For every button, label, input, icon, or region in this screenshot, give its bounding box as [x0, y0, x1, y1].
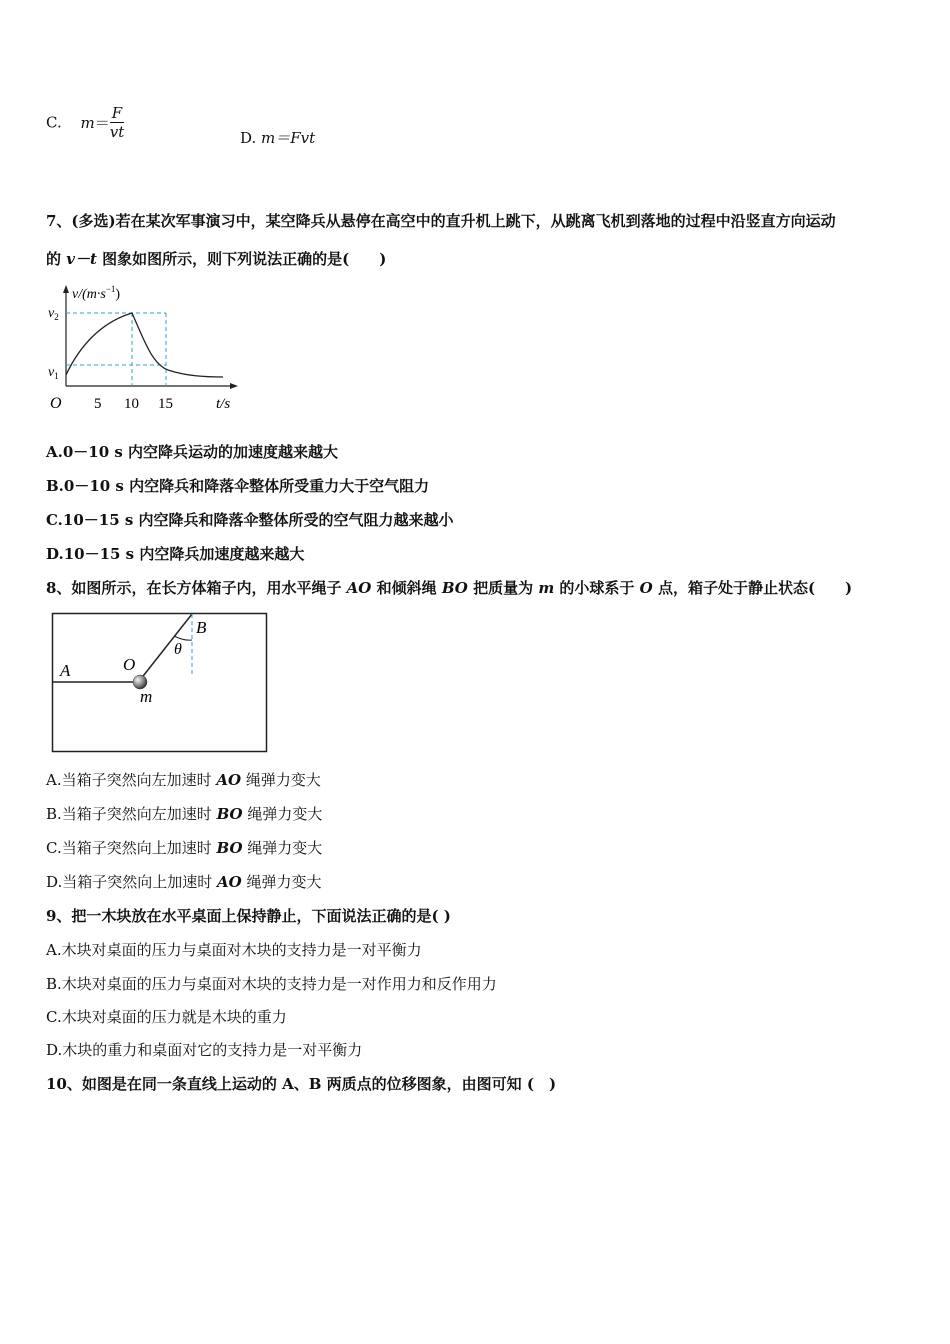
q7-y-arrow — [63, 285, 69, 293]
q8-stem-o: O — [639, 579, 653, 597]
q8-stem-ao: AO — [346, 579, 372, 597]
q7-v1-sub: 1 — [54, 371, 59, 381]
q8-option-a-text: A.当箱子突然向左加速时 — [46, 771, 217, 789]
q8-option-a — [46, 769, 321, 790]
q6-option-c-numerator: F — [110, 104, 125, 123]
q6-option-c-label: C. — [46, 113, 62, 132]
q8-option-a-end: 绳弹力变大 — [241, 771, 321, 789]
q7-v2-sub: 2 — [54, 312, 59, 322]
q8-label-m: m — [140, 687, 153, 706]
q8-option-d-end: 绳弹力变大 — [241, 873, 322, 891]
q7-tick-15: 15 — [158, 396, 173, 412]
q9-option-c: C.木块对桌面的压力就是木块的重力 — [46, 1008, 287, 1026]
q7-ylabel — [72, 284, 120, 302]
q7-ylabel-main: v/(m·s — [72, 287, 106, 302]
q7-vt-graph — [40, 280, 250, 415]
q7-vt-curve — [66, 313, 223, 377]
q7-stem-variable: v－t — [66, 250, 97, 268]
q8-option-b-rope: BO — [216, 805, 243, 823]
q7-ylabel-sup: −1 — [105, 284, 116, 294]
q7-tick-5: 5 — [94, 396, 102, 412]
q8-box-figure — [48, 610, 272, 756]
q8-option-c-rope: BO — [216, 839, 243, 857]
q9-option-b: B.木块对桌面的压力与桌面对木块的支持力是一对作用力和反作用力 — [46, 975, 497, 993]
q7-stem-line2 — [46, 248, 386, 269]
q7-v2-label — [48, 306, 59, 322]
q8-option-d-text: D.当箱子突然向上加速时 — [46, 873, 218, 891]
q6-option-d-label: D. — [240, 129, 257, 147]
q7-stem-line1: 7、(多选)若在某次军事演习中，某空降兵从悬停在高空中的直升机上跳下，从跳离飞机到落地的过程中沿竖直方向运动 — [46, 212, 836, 230]
q8-label-b: B — [196, 618, 207, 637]
q8-stem-text-1: 8、如图所示，在长方体箱子内，用水平绳子 — [46, 579, 347, 597]
q7-ylabel-close: ) — [115, 287, 121, 302]
q6-option-d — [240, 127, 315, 148]
q8-option-c-text: C.当箱子突然向上加速时 — [46, 839, 217, 857]
q8-stem-m: m — [538, 579, 555, 597]
q8-label-a: A — [60, 661, 71, 680]
q9-option-d: D.木块的重力和桌面对它的支持力是一对平衡力 — [46, 1041, 363, 1059]
q7-xlabel: t/s — [216, 396, 231, 412]
q7-x-arrow — [230, 383, 238, 389]
q7-tick-10: 10 — [124, 396, 139, 412]
q7-option-b: B.0－10 s 内空降兵和降落伞整体所受重力大于空气阻力 — [46, 477, 430, 495]
q9-option-a: A.木块对桌面的压力与桌面对木块的支持力是一对平衡力 — [46, 941, 422, 959]
q6-option-c-denominator: vt — [109, 123, 125, 141]
q8-label-theta: θ — [174, 641, 182, 658]
q8-option-b-text: B.当箱子突然向左加速时 — [46, 805, 217, 823]
q7-v1-label — [48, 365, 59, 381]
q8-option-d-rope: AO — [217, 873, 242, 891]
q6-option-c — [46, 104, 124, 141]
q7-stem-text: 的 — [46, 250, 67, 268]
q7-option-a: A.0－10 s 内空降兵运动的加速度越来越大 — [46, 443, 339, 461]
q8-stem-text-2: 和倾斜绳 — [371, 579, 442, 597]
q8-stem-text-5: 点，箱子处于静止状态( ) — [652, 579, 853, 597]
q7-v1-symbol: v — [48, 365, 55, 380]
q8-stem — [46, 577, 852, 598]
q8-option-d — [46, 871, 322, 892]
q8-stem-text-3: 把质量为 — [467, 579, 539, 597]
q7-origin-label: O — [50, 395, 62, 412]
q8-option-c-end: 绳弹力变大 — [242, 839, 323, 857]
q7-option-c: C.10－15 s 内空降兵和降落伞整体所受的空气阻力越来越小 — [46, 511, 454, 529]
q8-stem-text-4: 的小球系于 — [554, 579, 640, 597]
q6-option-c-fraction — [110, 104, 125, 141]
q8-option-a-rope: AO — [216, 771, 242, 789]
q7-option-d: D.10－15 s 内空降兵加速度越来越大 — [46, 545, 305, 563]
q8-option-b — [46, 803, 322, 824]
q8-option-b-end: 绳弹力变大 — [242, 805, 323, 823]
q6-option-c-lhs: m — [80, 113, 95, 132]
q9-stem: 9、把一木块放在水平桌面上保持静止，下面说法正确的是( ) — [46, 907, 451, 925]
q7-stem-text-end: 图象如图所示，则下列说法正确的是( ) — [96, 250, 387, 268]
q6-option-c-eq: ＝ — [94, 114, 110, 132]
q8-option-c — [46, 837, 322, 858]
q7-v2-symbol: v — [48, 306, 55, 321]
q6-option-d-formula: m＝Fvt — [261, 129, 316, 147]
q8-stem-bo: BO — [441, 579, 468, 597]
q10-stem: 10、如图是在同一条直线上运动的 A、B 两质点的位移图象，由图可知 ( ) — [46, 1075, 557, 1093]
q8-label-o: O — [123, 655, 136, 674]
